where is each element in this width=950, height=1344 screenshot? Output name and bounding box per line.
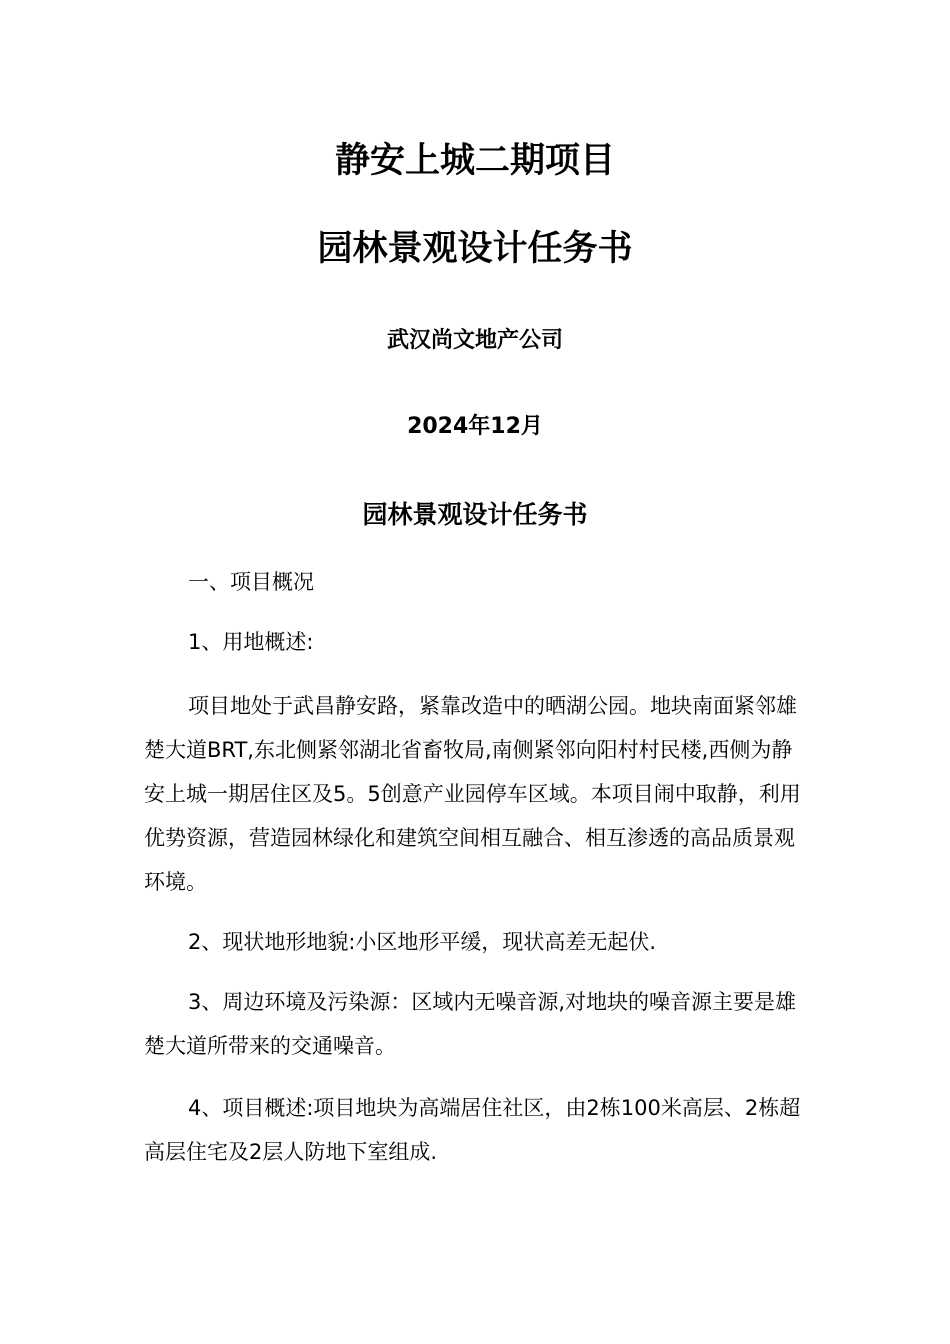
item-4-paragraph: 4、项目概述:项目地块为高端居住社区，由2栋100米高层、2栋超高层住宅及2层人防地下室组成. [144, 1096, 801, 1164]
document-title-line2: 园林景观设计任务书 [317, 229, 633, 269]
document-title-line1: 静安上城二期项目 [334, 141, 615, 181]
item-2-paragraph: 2、现状地形地貌:小区地形平缓，现状高差无起伏. [188, 930, 657, 954]
item-3-paragraph: 3、周边环境及污染源：区域内无噪音源,对地块的噪音源主要是雄楚大道所带来的交通噪音。 [144, 990, 797, 1058]
document-date: 2024年12月 [407, 414, 543, 439]
section-heading: 园林景观设计任务书 [362, 500, 588, 529]
item-1-title: 1、用地概述: [188, 630, 314, 654]
section-1-title: 一、项目概况 [188, 570, 314, 594]
company-name: 武汉尚文地产公司 [386, 328, 563, 353]
item-1-body: 项目地处于武昌静安路，紧靠改造中的晒湖公园。地块南面紧邻雄楚大道BRT,东北侧紧邻湖北省畜牧局,南侧紧邻向阳村村民楼,西侧为静安上城一期居住区及5。5创意产业园停车区域。本项目闹中取静，利用优势资源，营造园林绿化和建筑空间相互融合、相互渗透的高品质景观环境。 [144, 694, 801, 894]
